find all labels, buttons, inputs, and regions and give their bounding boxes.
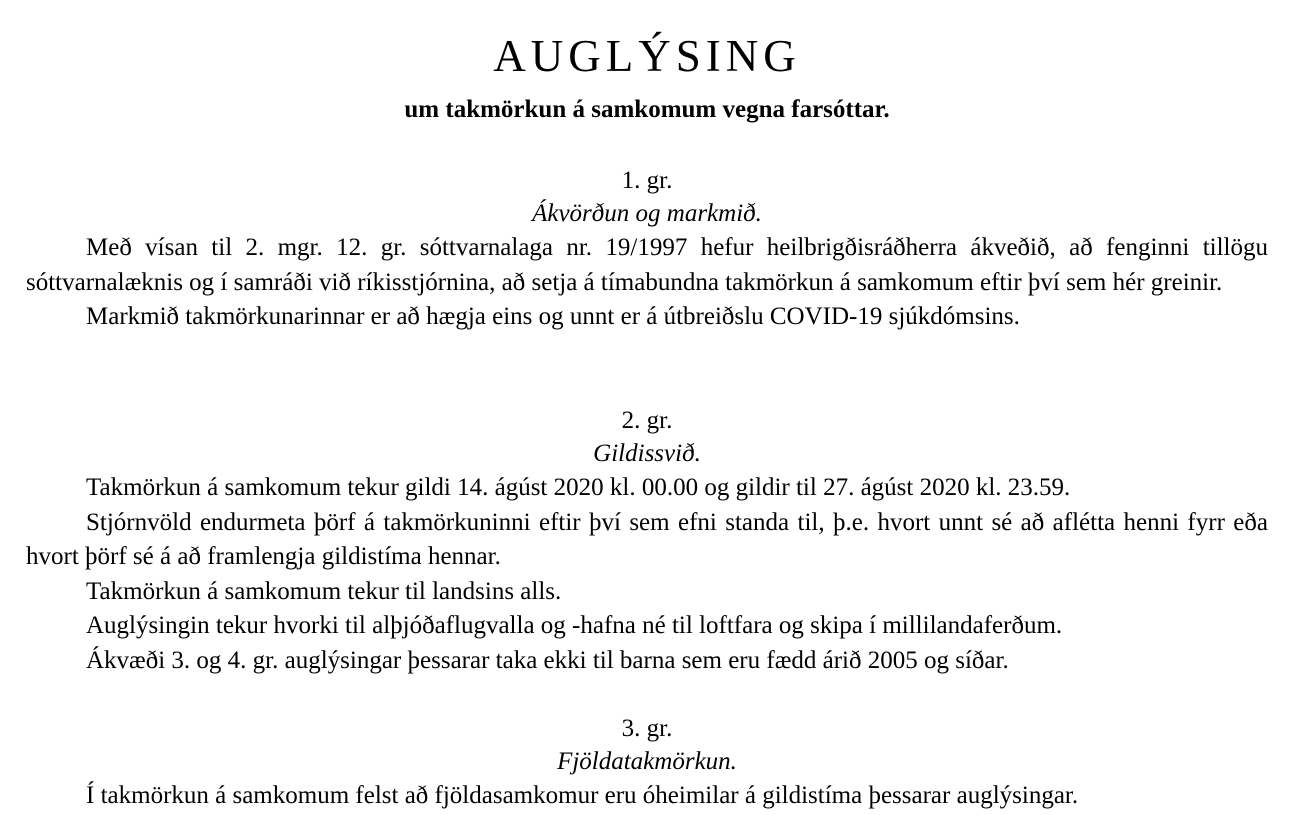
article-1	[26, 164, 1268, 335]
paragraph: Í takmörkun á samkomum felst að fjöldasamkomur eru óheimilar á gildistíma þessarar auglýsingar.	[86, 782, 1079, 809]
paragraph: Auglýsingin tekur hvorki til alþjóðaflugvalla og -hafna né til loftfara og skipa í millilandaferðum.	[86, 612, 1063, 639]
article-2	[26, 404, 1268, 678]
document-subtitle: um takmörkun á samkomum vegna farsóttar.	[404, 96, 890, 123]
paragraph: Með vísan til 2. mgr. 12. gr. sóttvarnalaga nr. 19/1997 hefur heilbrigðisráðherra ákveðið, að fenginni tillögu sóttvarnalæknis og í samráði við ríkisstjórnina, að setja á tímabundna takmörkun á samkomum eftir því sem hér greinir.	[26, 234, 1268, 296]
paragraph: Takmörkun á samkomum tekur til landsins alls.	[86, 577, 562, 605]
article-heading: Gildissvið.	[593, 440, 701, 467]
article-number: 1. gr.	[621, 167, 673, 194]
paragraph: Ákvæði 3. og 4. gr. auglýsingar þessarar taka ekki til barna sem eru fædd árið 2005 og síðar.	[86, 646, 1009, 674]
paragraph: Takmörkun á samkomum tekur gildi 14. ágúst 2020 kl. 00.00 og gildir til 27. ágúst 2020 kl. 23.59.	[86, 474, 1071, 501]
paragraph: Markmið takmörkunarinnar er að hægja eins og unnt er á útbreiðslu COVID-19 sjúkdómsins.	[86, 303, 1020, 330]
article-number: 2. gr.	[621, 407, 673, 434]
article-3	[26, 712, 1268, 814]
article-number: 3. gr.	[621, 715, 673, 742]
article-heading: Fjöldatakmörkun.	[557, 748, 737, 775]
article-heading: Ákvörðun og markmið.	[532, 200, 762, 227]
paragraph: Stjórnvöld endurmeta þörf á takmörkuninni eftir því sem efni standa til, þ.e. hvort unnt sé að aflétta henni fyrr eða hvort þörf sé á að framlengja gildistíma hennar.	[26, 508, 1268, 570]
document-title: AUGLÝSING	[493, 31, 801, 81]
